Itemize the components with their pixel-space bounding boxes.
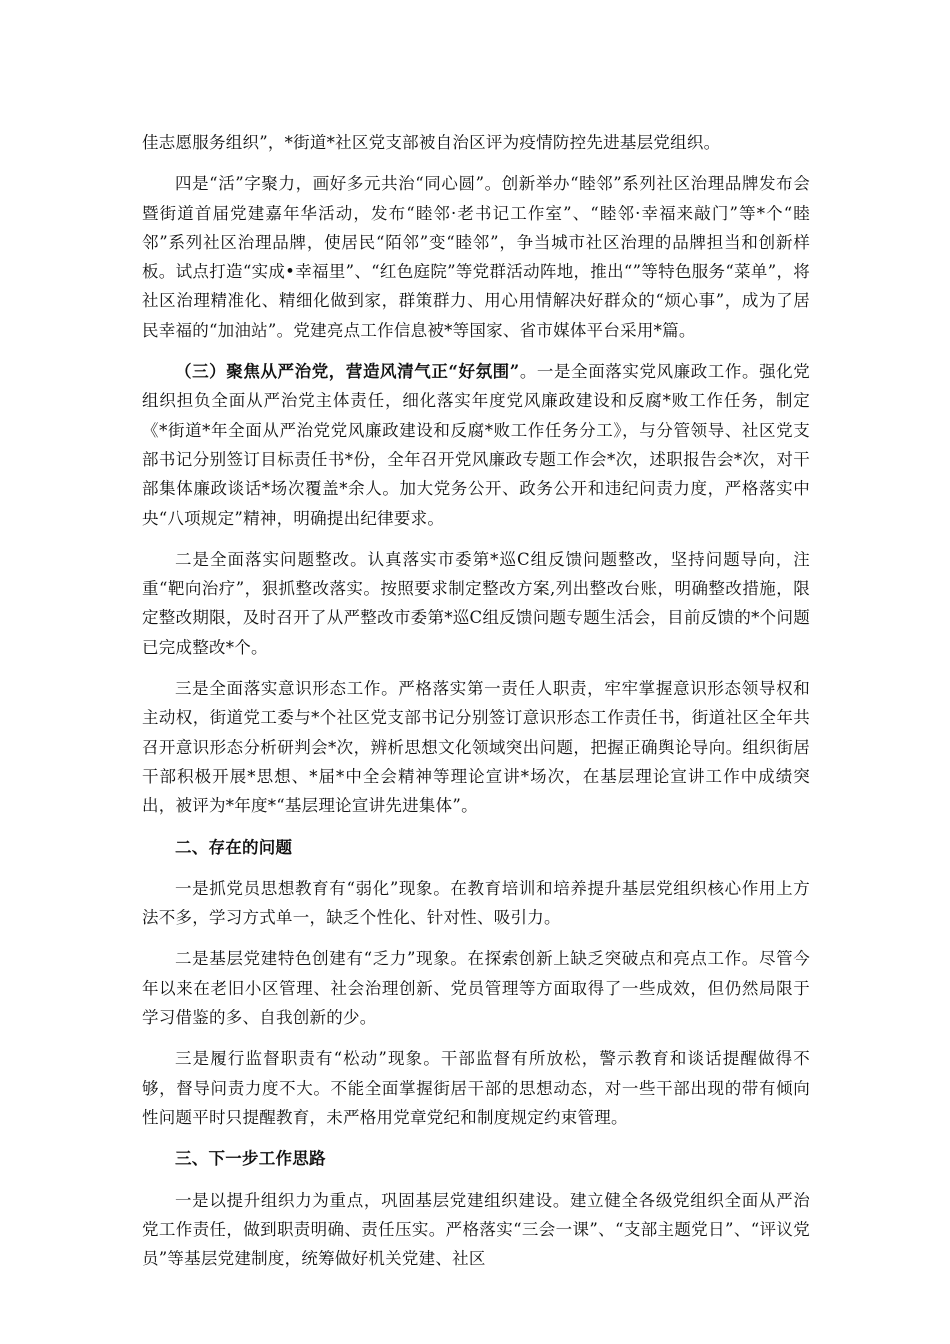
paragraph-problem-two: 二是基层党建特色创建有“乏力”现象。在探索创新上缺乏突破点和亮点工作。尽管今年以来在老旧小区管理、社会治理创新、党员管理等方面取得了一些成效，但仍然局限于学习借鉴的多、自我创新的少。 — [142, 949, 810, 1028]
section-body-strict-governance: 。一是全面落实党风廉政工作。强化党组织担负全面从严治党主体责任，细化落实年度党风廉政建设和反腐*败工作任务，制定《*街道*年全面从严治党党风廉政建设和反腐*败工作任务分工》，与分管领导、社区党支部书记分别签订目标责任书*份，全年召开党风廉政专题工作会*次，述职报告会*次，对干部集体廉政谈话*场次覆盖*余人。加大党务公开、政务公开和违纪问责力度，严格落实中央“八项规定”精神，明确提出纪律要求。 — [142, 362, 811, 528]
paragraph-next-step-one: 一是以提升组织力为重点，巩固基层党建组织建设。建立健全各级党组织全面从严治党工作责任，做到职责明确、责任压实。严格落实“三会一课”、“支部主题党日”、“评议党员”等基层党建制度，统筹做好机关党建、社区 — [142, 1190, 810, 1269]
document-page — [142, 128, 810, 1273]
paragraph-problem-one: 一是抓党员思想教育有“弱化”现象。在教育培训和培养提升基层党组织核心作用上方法不多，学习方式单一，缺乏个性化、针对性、吸引力。 — [142, 878, 810, 928]
paragraph-strict-governance — [142, 357, 810, 533]
paragraph-rectification: 二是全面落实问题整改。认真落实市委第*巡C组反馈问题整改，坚持问题导向，注重“靶向治疗”，狠抓整改落实。按照要求制定整改方案,列出整改台账，明确整改措施，限定整改期限，及时召开了从严整改市委第*巡C组反馈问题专题生活会，目前反馈的*个问题已完成整改*个。 — [142, 549, 810, 657]
paragraph-problem-three: 三是履行监督职责有“松动”现象。干部监督有所放松，警示教育和谈话提醒做得不够，督导问责力度不大。不能全面掌握街居干部的思想动态，对一些干部出现的带有倾向性问题平时只提醒教育，未严格用党章党纪和制度规定约束管理。 — [142, 1049, 810, 1127]
paragraph-volunteer-org: 佳志愿服务组织”，*街道*社区党支部被自治区评为疫情防控先进基层党组织。 — [142, 133, 721, 152]
paragraph-co-governance: 四是“活”字聚力，画好多元共治“同心圆”。创新举办“睦邻”系列社区治理品牌发布会暨街道首届党建嘉年华活动，发布“睦邻·老书记工作室”、“睦邻·幸福来敲门”等*个“睦邻”系列社区治理品牌，使居民“陌邻”变“睦邻”，争当城市社区治理的品牌担当和创新样板。试点打造“实成•幸福里”、“红色庭院”等党群活动阵地，推出“”等特色服务“菜单”，将社区治理精准化、精细化做到家，群策群力、用心用情解决好群众的“烦心事”，成为了居民幸福的“加油站”。党建亮点工作信息被*等国家、省市媒体平台采用*篇。 — [142, 174, 810, 340]
paragraph-ideology: 三是全面落实意识形态工作。严格落实第一责任人职责，牢牢掌握意识形态领导权和主动权，街道党工委与*个社区党支部书记分别签订意识形态工作责任书，街道社区全年共召开意识形态分析研判会*次，辨析思想文化领域突出问题，把握正确舆论导向。组织街居干部积极开展*思想、*届*中全会精神等理论宣讲*场次，在基层理论宣讲工作中成绩突出，被评为*年度*“基层理论宣讲先进集体”。 — [142, 679, 810, 816]
section-heading-next-steps: 三、下一步工作思路 — [175, 1149, 326, 1169]
section-lead-strict-governance: （三）聚焦从严治党，营造风清气正“好氛围” — [175, 362, 520, 382]
section-heading-problems: 二、存在的问题 — [175, 837, 293, 857]
